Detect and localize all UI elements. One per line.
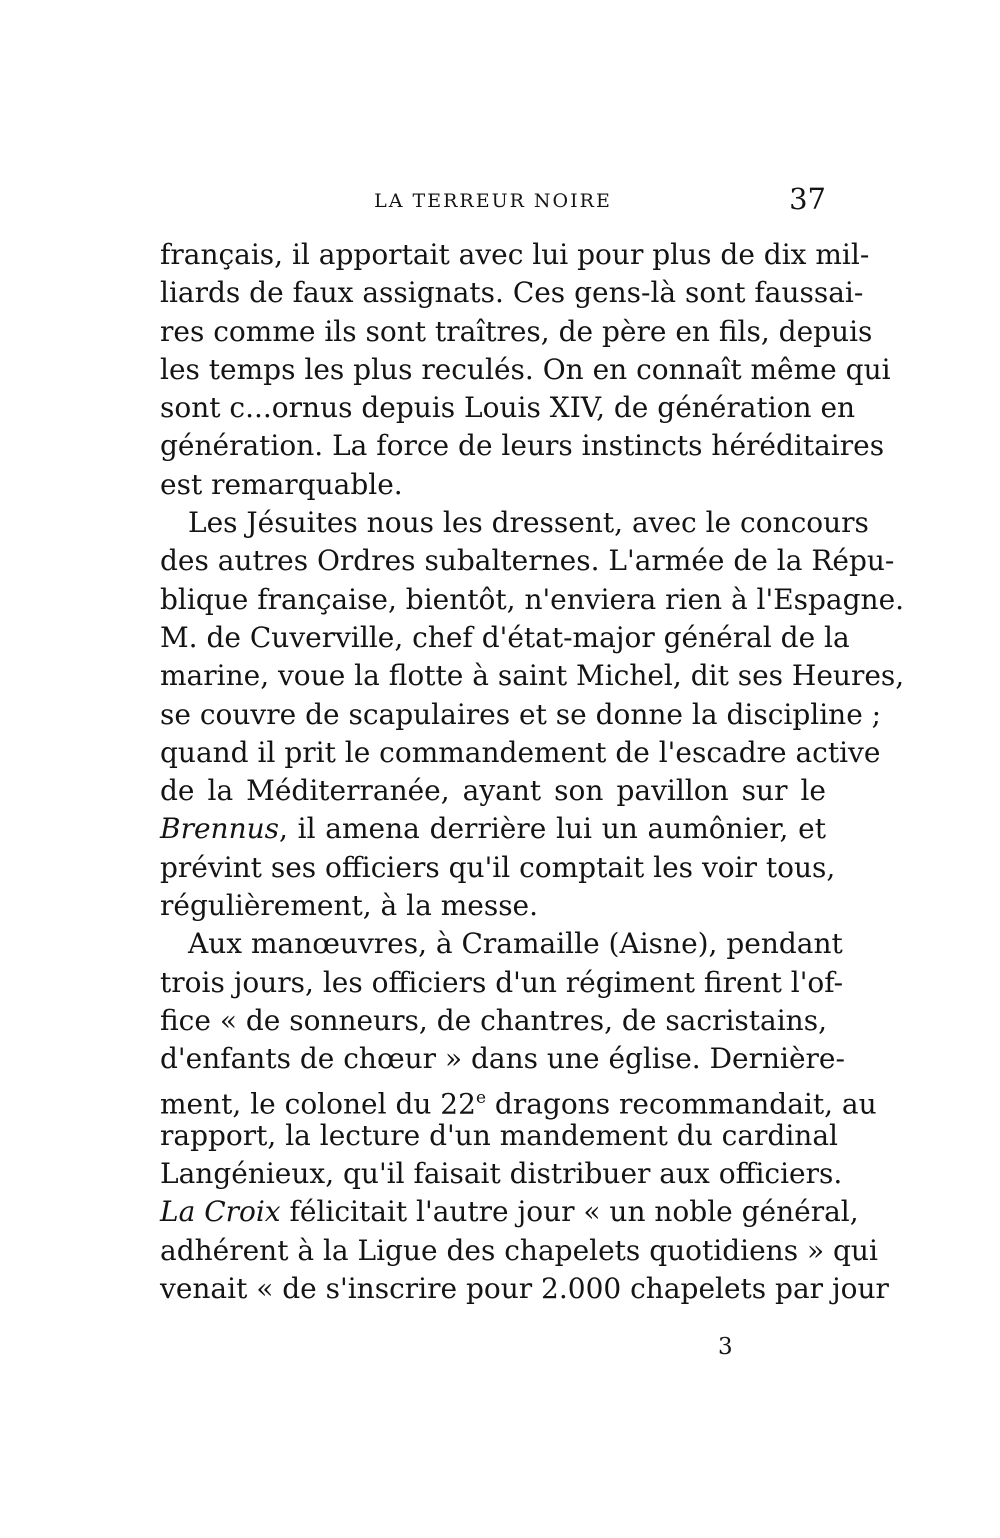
text-line: régulièrement, à la messe. <box>160 889 539 923</box>
text-line <box>160 1079 877 1120</box>
text-line: des autres Ordres subalternes. L'armée de la Répu- <box>160 544 895 578</box>
text-line: génération. La force de leurs instincts héréditaires <box>160 429 885 463</box>
text-line: sont c...ornus depuis Louis XIV, de génération en <box>160 391 856 425</box>
text-line: venait « de s'inscrire pour 2.000 chapelets par jour <box>160 1272 889 1306</box>
page-header <box>160 183 826 219</box>
text-line: Les Jésuites nous les dressent, avec le concours <box>188 506 869 540</box>
text-line: se couvre de scapulaires et se donne la discipline ; <box>160 697 882 731</box>
text-line: rapport, la lecture d'un mandement du cardinal <box>160 1118 838 1152</box>
text-line: Langénieux, qu'il faisait distribuer aux officiers. <box>160 1157 843 1191</box>
text-line: français, il apportait avec lui pour plus de dix mil- <box>160 238 870 271</box>
newspaper-name: La Croix <box>160 1195 281 1229</box>
text-line: quand il prit le commandement de l'escadre active <box>160 735 881 769</box>
superscript: e <box>475 1087 486 1108</box>
signature-mark: 3 <box>718 1334 733 1360</box>
text-line: M. de Cuverville, chef d'état-major général de la <box>160 620 850 654</box>
text-line: de la Méditerranée, ayant son pavillon sur le <box>160 774 826 808</box>
text-line <box>160 1193 859 1231</box>
text-fragment: , il amena derrière lui un aumônier, et <box>279 812 826 846</box>
text-line: les temps les plus reculés. On en connaît même qui <box>160 352 891 386</box>
text-line: marine, voue la flotte à saint Michel, dit ses Heures, <box>160 659 905 693</box>
text-line: res comme ils sont traîtres, de père en fils, depuis <box>160 314 873 348</box>
ship-name: Brennus <box>160 812 279 846</box>
text-line: fice « de sonneurs, de chantres, de sacristains, <box>160 1003 827 1037</box>
text-line: liards de faux assignats. Ces gens-là sont faussai- <box>160 276 864 310</box>
text-fragment: félicitait l'autre jour « un noble général, <box>280 1195 859 1229</box>
text-fragment: dragons recommandait, au <box>486 1086 877 1120</box>
text-line: est remarquable. <box>160 467 403 501</box>
text-line: d'enfants de chœur » dans une église. Dernière- <box>160 1042 845 1076</box>
text-line: prévint ses officiers qu'il comptait les voir tous, <box>160 850 836 884</box>
text-line: blique française, bientôt, n'enviera rien à l'Espagne. <box>160 582 905 616</box>
text-line: adhérent à la Ligue des chapelets quotidiens » qui <box>160 1233 878 1267</box>
text-line: trois jours, les officiers d'un régiment firent l'of- <box>160 965 844 999</box>
page-number: 37 <box>789 182 826 216</box>
text-line <box>160 810 826 848</box>
text-line: Aux manœuvres, à Cramaille (Aisne), pendant <box>188 927 843 961</box>
body-text <box>160 236 905 1308</box>
text-fragment: ment, le colonel du 22 <box>160 1086 476 1120</box>
running-head: LA TERREUR NOIRE <box>374 190 612 212</box>
